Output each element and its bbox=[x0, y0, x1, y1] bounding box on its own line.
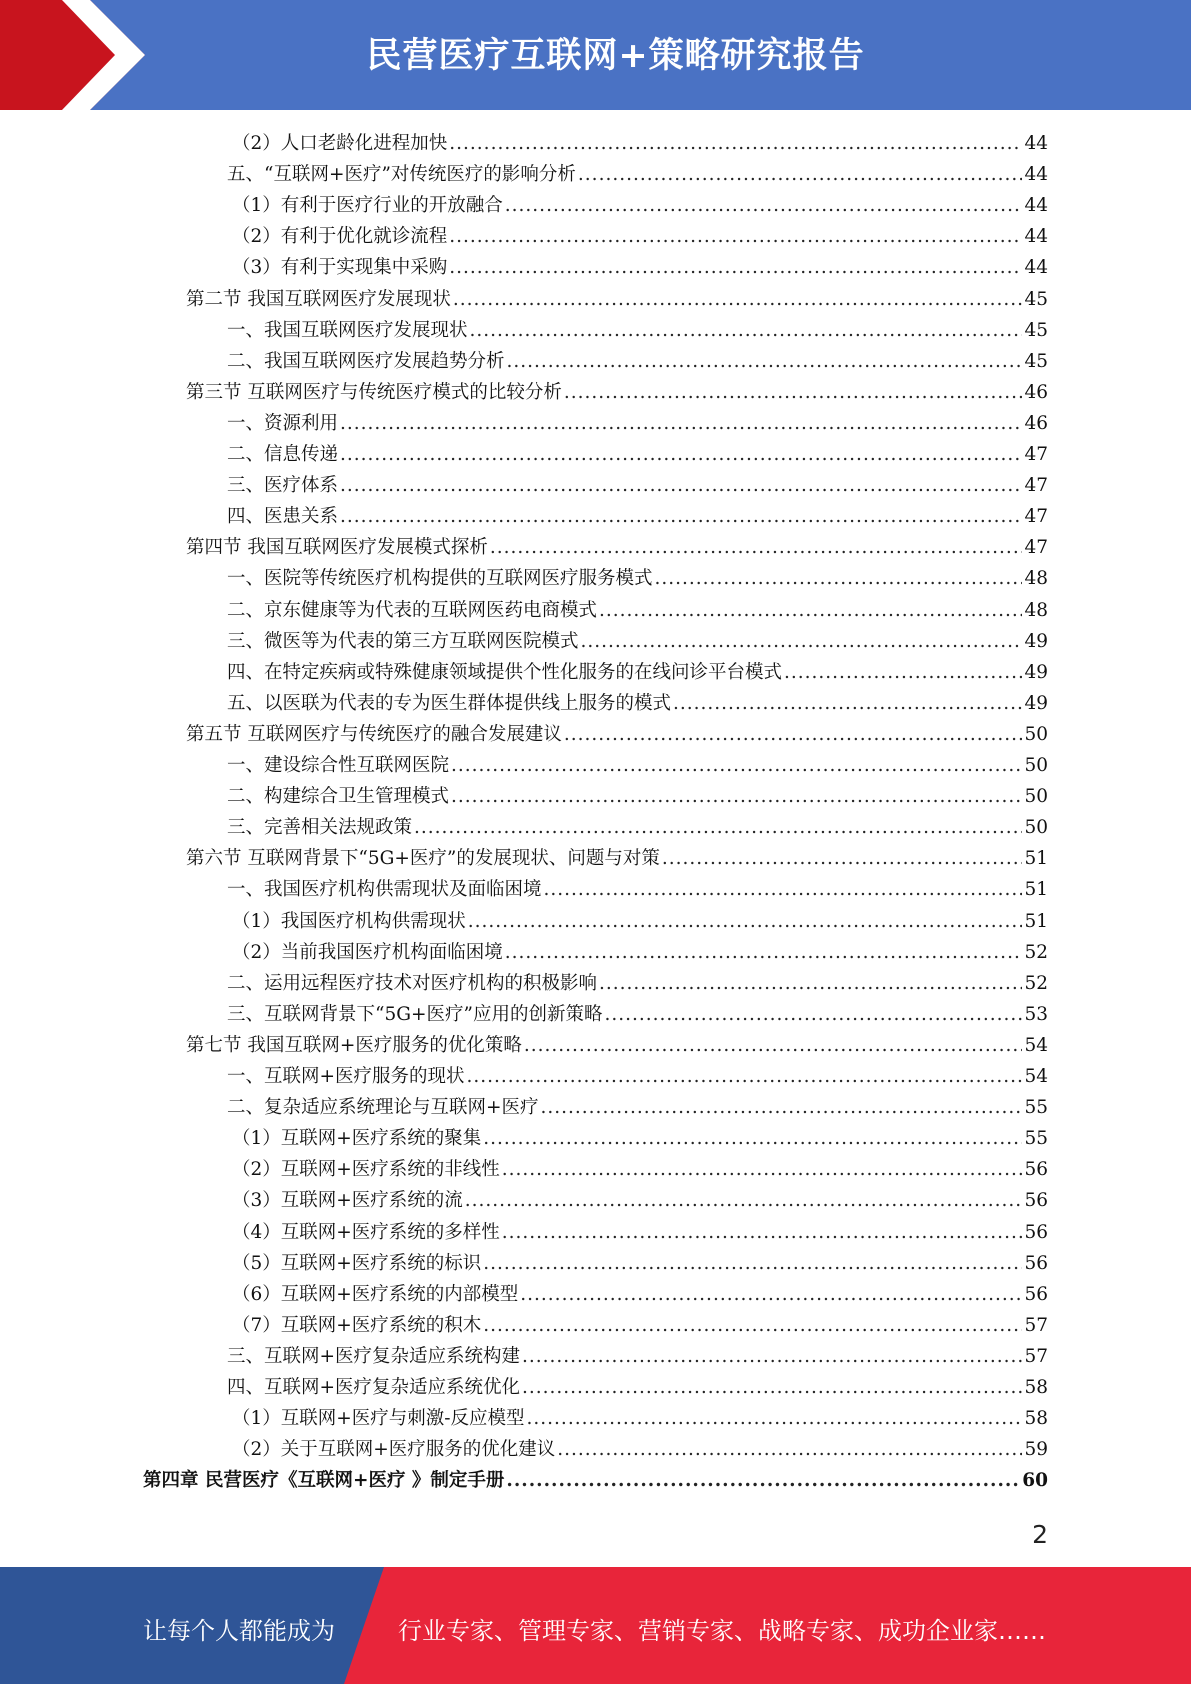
toc-entry-page: 47 bbox=[1024, 506, 1048, 528]
toc-entry-label: （2）有利于优化就诊流程 bbox=[232, 226, 448, 248]
toc-item[interactable] bbox=[227, 346, 1048, 377]
toc-dot-leader bbox=[581, 626, 1023, 657]
toc-entry-page: 53 bbox=[1024, 1003, 1048, 1025]
document-title: 民营医疗互联网+策略研究报告 bbox=[366, 36, 865, 76]
toc-dot-leader bbox=[544, 874, 1023, 905]
toc-entry-page: 49 bbox=[1024, 661, 1048, 683]
toc-item[interactable] bbox=[227, 874, 1048, 905]
toc-entry-label: （1）互联网+医疗系统的聚集 bbox=[232, 1128, 482, 1150]
toc-entry-label: 第二节 我国互联网医疗发展现状 bbox=[186, 288, 451, 310]
toc-item[interactable] bbox=[227, 595, 1048, 626]
toc-dot-leader bbox=[662, 843, 1023, 874]
toc-dot-leader bbox=[502, 1154, 1023, 1185]
toc-entry-page: 54 bbox=[1024, 1066, 1048, 1087]
toc-entry-page: 55 bbox=[1024, 1128, 1048, 1150]
toc-dot-leader bbox=[505, 190, 1023, 221]
footer-slogan-right: 行业专家、管理专家、营销专家、战略专家、成功企业家…… bbox=[398, 1617, 1046, 1645]
toc-entry-page: 60 bbox=[1022, 1470, 1048, 1492]
toc-section-entry[interactable] bbox=[186, 284, 1048, 315]
toc-entry-label: 五、以医联为代表的专为医生群体提供线上服务的模式 bbox=[227, 692, 672, 714]
toc-entry-page: 57 bbox=[1024, 1345, 1048, 1367]
toc-item[interactable] bbox=[232, 1434, 1048, 1465]
toc-entry-label: （5）互联网+医疗系统的标识 bbox=[232, 1252, 482, 1274]
toc-dot-leader bbox=[449, 221, 1022, 252]
toc-entry-label: （6）互联网+医疗系统的内部模型 bbox=[232, 1283, 519, 1305]
toc-entry-label: 二、京东健康等为代表的互联网医药电商模式 bbox=[227, 599, 598, 621]
toc-item[interactable] bbox=[227, 626, 1048, 657]
toc-entry-page: 47 bbox=[1024, 537, 1048, 559]
toc-dot-leader bbox=[604, 999, 1022, 1030]
page-number: 2 bbox=[1032, 1520, 1048, 1549]
toc-dot-leader bbox=[599, 968, 1022, 999]
toc-item[interactable] bbox=[227, 999, 1048, 1030]
toc-dot-leader bbox=[468, 906, 1023, 937]
toc-section-entry[interactable] bbox=[186, 843, 1048, 874]
toc-dot-leader bbox=[527, 1403, 1023, 1434]
toc-item[interactable] bbox=[227, 968, 1048, 999]
toc-dot-leader bbox=[564, 377, 1023, 408]
toc-entry-page: 48 bbox=[1024, 568, 1048, 590]
toc-entry-page: 47 bbox=[1024, 475, 1048, 497]
toc-entry-page: 50 bbox=[1024, 755, 1048, 776]
toc-entry-label: 第七节 我国互联网+医疗服务的优化策略 bbox=[186, 1034, 522, 1056]
toc-dot-leader bbox=[505, 937, 1023, 968]
toc-item[interactable] bbox=[232, 128, 1048, 159]
toc-dot-leader bbox=[449, 128, 1022, 159]
toc-entry-page: 56 bbox=[1024, 1221, 1048, 1243]
toc-item[interactable] bbox=[232, 1154, 1048, 1185]
toc-entry-label: 二、复杂适应系统理论与互联网+医疗 bbox=[227, 1097, 539, 1119]
toc-entry-label: （7）互联网+医疗系统的积木 bbox=[232, 1314, 482, 1336]
toc-dot-leader bbox=[465, 1185, 1023, 1216]
toc-item[interactable] bbox=[232, 937, 1048, 968]
toc-entry-page: 48 bbox=[1024, 599, 1048, 621]
toc-entry-label: 一、我国医疗机构供需现状及面临困境 bbox=[227, 879, 542, 901]
toc-entry-page: 46 bbox=[1024, 412, 1048, 434]
toc-entry-label: 四、医患关系 bbox=[227, 506, 339, 528]
toc-entry-page: 56 bbox=[1024, 1252, 1048, 1274]
toc-entry-label: 二、运用远程医疗技术对医疗机构的积极影响 bbox=[227, 972, 598, 994]
toc-entry-page: 44 bbox=[1024, 133, 1048, 154]
toc-entry-page: 51 bbox=[1024, 848, 1048, 870]
toc-dot-leader bbox=[483, 1248, 1022, 1279]
toc-item[interactable] bbox=[227, 657, 1048, 688]
toc-dot-leader bbox=[451, 750, 1022, 781]
toc-entry-page: 49 bbox=[1024, 692, 1048, 714]
toc-entry-label: （2）关于互联网+医疗服务的优化建议 bbox=[232, 1439, 556, 1461]
toc-item[interactable] bbox=[227, 750, 1048, 781]
toc-item[interactable] bbox=[227, 688, 1048, 719]
toc-item[interactable] bbox=[227, 470, 1048, 501]
header-banner bbox=[0, 0, 1191, 110]
toc-entry-label: 第六节 互联网背景下“5G+医疗”的发展现状、问题与对策 bbox=[186, 848, 660, 870]
toc-entry-page: 58 bbox=[1024, 1408, 1048, 1430]
toc-dot-leader bbox=[524, 1030, 1023, 1061]
toc-entry-label: 一、医院等传统医疗机构提供的互联网医疗服务模式 bbox=[227, 568, 653, 590]
toc-entry-label: 一、资源利用 bbox=[227, 412, 339, 434]
toc-item[interactable] bbox=[227, 408, 1048, 439]
toc-item[interactable] bbox=[227, 439, 1048, 470]
toc-entry-page: 45 bbox=[1024, 350, 1048, 372]
toc-item[interactable] bbox=[227, 315, 1048, 346]
toc-entry-page: 44 bbox=[1024, 195, 1048, 217]
toc-entry-label: （3）有利于实现集中采购 bbox=[232, 257, 448, 279]
toc-entry-label: （1）互联网+医疗与刺激-反应模型 bbox=[232, 1408, 525, 1430]
toc-entry-page: 56 bbox=[1024, 1159, 1048, 1181]
toc-dot-leader bbox=[522, 1341, 1022, 1372]
toc-entry-label: 第四章 民营医疗《互联网+医疗 》制定手册 bbox=[143, 1470, 505, 1492]
toc-dot-leader bbox=[414, 812, 1022, 843]
toc-entry-label: 二、构建综合卫生管理模式 bbox=[227, 786, 450, 808]
toc-entry-label: 二、我国互联网医疗发展趋势分析 bbox=[227, 350, 505, 372]
toc-entry-label: （2）互联网+医疗系统的非线性 bbox=[232, 1159, 500, 1181]
toc-dot-leader bbox=[522, 1372, 1022, 1403]
toc-entry-page: 44 bbox=[1024, 226, 1048, 248]
toc-entry-page: 56 bbox=[1024, 1283, 1048, 1305]
toc-dot-leader bbox=[340, 501, 1022, 532]
toc-entry-label: 三、医疗体系 bbox=[227, 475, 339, 497]
toc-entry-page: 45 bbox=[1024, 288, 1048, 310]
toc-item[interactable] bbox=[232, 1279, 1048, 1310]
toc-dot-leader bbox=[449, 252, 1022, 283]
toc-entry-page: 44 bbox=[1024, 164, 1048, 186]
toc-entry-page: 50 bbox=[1024, 817, 1048, 839]
toc-entry-page: 52 bbox=[1024, 972, 1048, 994]
toc-entry-label: （2）人口老龄化进程加快 bbox=[232, 133, 448, 154]
toc-entry-page: 44 bbox=[1024, 257, 1048, 279]
toc-dot-leader bbox=[784, 657, 1022, 688]
toc-dot-leader bbox=[520, 1279, 1022, 1310]
toc-item[interactable] bbox=[227, 1372, 1048, 1403]
toc-entry-label: 二、信息传递 bbox=[227, 444, 339, 465]
toc-item[interactable] bbox=[227, 1061, 1048, 1092]
toc-section-entry[interactable] bbox=[186, 1030, 1048, 1061]
toc-entry-page: 58 bbox=[1024, 1377, 1048, 1398]
toc-dot-leader bbox=[490, 532, 1023, 563]
toc-dot-leader bbox=[467, 1061, 1023, 1092]
toc-section-entry[interactable] bbox=[186, 532, 1048, 563]
toc-dot-leader bbox=[451, 781, 1022, 812]
toc-item[interactable] bbox=[227, 781, 1048, 812]
toc-entry-page: 51 bbox=[1024, 910, 1048, 932]
toc-entry-label: 一、互联网+医疗服务的现状 bbox=[227, 1066, 465, 1087]
toc-item[interactable] bbox=[232, 1217, 1048, 1248]
toc-entry-label: 第三节 互联网医疗与传统医疗模式的比较分析 bbox=[186, 381, 562, 403]
toc-entry-page: 55 bbox=[1024, 1097, 1048, 1119]
toc-entry-label: （2）当前我国医疗机构面临困境 bbox=[232, 941, 503, 963]
toc-entry-label: 三、微医等为代表的第三方互联网医院模式 bbox=[227, 630, 579, 652]
toc-entry-page: 54 bbox=[1024, 1034, 1048, 1056]
toc-entry-label: （1）我国医疗机构供需现状 bbox=[232, 910, 466, 932]
toc-dot-leader bbox=[340, 439, 1022, 470]
toc-entry-page: 50 bbox=[1024, 786, 1048, 808]
toc-item[interactable] bbox=[227, 501, 1048, 532]
toc-dot-leader bbox=[541, 1092, 1023, 1123]
toc-item[interactable] bbox=[232, 1310, 1048, 1341]
toc-item[interactable] bbox=[232, 221, 1048, 252]
toc-item[interactable] bbox=[227, 159, 1048, 190]
toc-entry-label: 三、互联网背景下“5G+医疗”应用的创新策略 bbox=[227, 1003, 603, 1025]
toc-dot-leader bbox=[340, 408, 1022, 439]
toc-entry-page: 47 bbox=[1024, 444, 1048, 465]
toc-entry-label: 四、在特定疾病或特殊健康领域提供个性化服务的在线问诊平台模式 bbox=[227, 661, 783, 683]
toc-entry-page: 59 bbox=[1024, 1439, 1048, 1461]
toc-entry-page: 49 bbox=[1024, 630, 1048, 652]
toc-dot-leader bbox=[502, 1217, 1023, 1248]
toc-item[interactable] bbox=[232, 190, 1048, 221]
toc-entry-page: 56 bbox=[1024, 1190, 1048, 1212]
toc-dot-leader bbox=[483, 1123, 1022, 1154]
toc-dot-leader bbox=[453, 284, 1023, 315]
toc-item[interactable] bbox=[232, 1403, 1048, 1434]
toc-item[interactable] bbox=[227, 1341, 1048, 1372]
toc-dot-leader bbox=[470, 315, 1023, 346]
toc-item[interactable] bbox=[232, 1248, 1048, 1279]
toc-entry-label: 第五节 互联网医疗与传统医疗的融合发展建议 bbox=[186, 723, 562, 745]
toc-entry-label: 三、互联网+医疗复杂适应系统构建 bbox=[227, 1345, 521, 1367]
toc-entry-label: （1）有利于医疗行业的开放融合 bbox=[232, 195, 503, 217]
toc-dot-leader bbox=[673, 688, 1022, 719]
toc-item[interactable] bbox=[232, 1185, 1048, 1216]
toc-entry-page: 46 bbox=[1024, 381, 1048, 403]
toc-dot-leader bbox=[506, 1465, 1020, 1496]
toc-entry-label: 一、我国互联网医疗发展现状 bbox=[227, 319, 468, 341]
toc-dot-leader bbox=[564, 719, 1023, 750]
toc-section-entry[interactable] bbox=[186, 719, 1048, 750]
toc-item[interactable] bbox=[227, 563, 1048, 594]
toc-entry-page: 51 bbox=[1024, 879, 1048, 901]
toc-item[interactable] bbox=[227, 812, 1048, 843]
toc-section-entry[interactable] bbox=[186, 377, 1048, 408]
toc-dot-leader bbox=[578, 159, 1023, 190]
toc-entry-label: 五、“互联网+医疗”对传统医疗的影响分析 bbox=[227, 164, 576, 186]
toc-entry-label: 四、互联网+医疗复杂适应系统优化 bbox=[227, 1377, 521, 1398]
toc-dot-leader bbox=[507, 346, 1023, 377]
toc-item[interactable] bbox=[232, 906, 1048, 937]
toc-entry-label: 第四节 我国互联网医疗发展模式探析 bbox=[186, 537, 488, 559]
toc-entry-label: （3）互联网+医疗系统的流 bbox=[232, 1190, 463, 1212]
toc-dot-leader bbox=[483, 1310, 1022, 1341]
toc-entry-page: 50 bbox=[1024, 723, 1048, 745]
toc-item[interactable] bbox=[232, 252, 1048, 283]
toc-chapter-entry[interactable] bbox=[143, 1465, 1048, 1496]
toc-entry-label: 一、建设综合性互联网医院 bbox=[227, 755, 450, 776]
toc-entry-label: 三、完善相关法规政策 bbox=[227, 817, 413, 839]
toc-entry-page: 52 bbox=[1024, 941, 1048, 963]
toc-dot-leader bbox=[599, 595, 1022, 626]
toc-dot-leader bbox=[340, 470, 1022, 501]
toc-item[interactable] bbox=[232, 1123, 1048, 1154]
footer-banner bbox=[0, 1567, 1191, 1684]
toc-entry-page: 57 bbox=[1024, 1314, 1048, 1336]
toc-dot-leader bbox=[655, 563, 1023, 594]
toc-entry-label: （4）互联网+医疗系统的多样性 bbox=[232, 1221, 500, 1243]
footer-slogan-left: 让每个人都能成为 bbox=[143, 1617, 335, 1645]
toc-dot-leader bbox=[557, 1434, 1022, 1465]
toc-entry-page: 45 bbox=[1024, 319, 1048, 341]
toc-item[interactable] bbox=[227, 1092, 1048, 1123]
